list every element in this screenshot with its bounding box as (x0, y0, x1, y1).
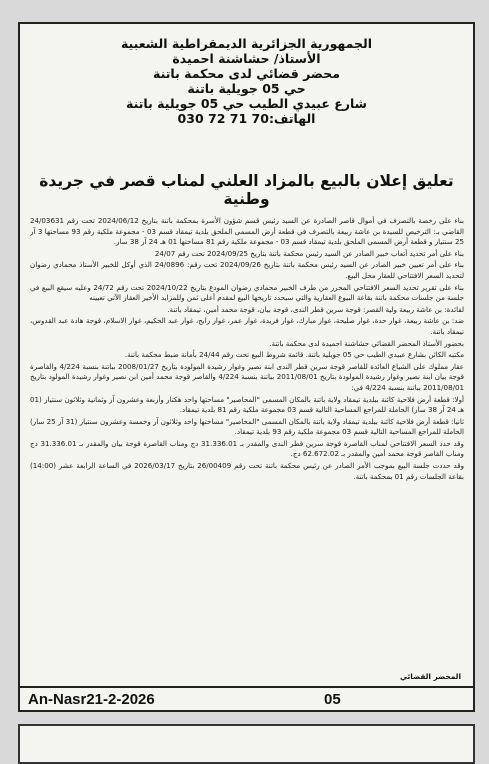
paragraph-beneficiary: لفائدة: بن عاشة ربيعة ولية القصر: قوجة سرين قطر الندى، قوجة بيان، قوجة محمد أمين، تيمقاد باتنة. (167, 304, 464, 314)
page-footer (20, 686, 473, 712)
paragraph-bailiff: بحضور الأستاذ المحضر القضائي حشاشنة احميدة لدى محكمة باتنة. (269, 338, 464, 348)
announcement-body (30, 216, 464, 666)
paragraph-property-shares: عقار مملوك على الشياع العائدة للقاصر قوجة سرين قطر الندى ابنة نصير وغوار رشيدة المولودة بتاريخ 2008/01/27 بباتنة بنسبة 4/224 والقاصرة قوجة بيان ابنة نصير وغوار رشيدة المولودة بتاريخ 2011/08/01 بباتنة بنسبة 4/224 والقاصر قوجة محمد أمين ابن نصير وغوار رشيدة المولود بتاريخ 2011/08/01 بباتنة بنسبة 4/224 في: (30, 361, 464, 392)
bailiff-name: الأستاذ/ حشاشنة احميدة (172, 51, 321, 66)
paragraph-expert-report: بناء على تقرير تحديد السعر الافتتاحي المحرر من طرف الخبير محمادي رضوان المودع بتاريخ 2024/10/22 تحت رقم 24/72 وعليه سيقع البيع في جلسة من جلسات محكمة باتنة بقاعة البيوع العقارية والتي سيحدد تاريخها البيع لمقدم أعلى ثمن وللمزايد الأخير العقار الآتي تعيينه (30, 282, 464, 303)
bailiff-street: شارع عبيدي الطيب حي 05 جويلية باتنة (126, 96, 367, 111)
bailiff-phone: الهاتف:70 71 72 030 (177, 111, 316, 126)
announcement-title: تعليق إعلان بالبيع بالمزاد العلني لمناب قصر في جريدة وطنية (39, 172, 454, 208)
paragraph-session: وقد حددت جلسة البيع بموجب الأمر الصادر عن رئيس محكمة باتنة تحت رقم 26/00409 بتاريخ 2026/03/17 في الساعة الرابعة عشر (14:00) بقاعة الجلسات رقم 01 بمحكمة باتنة. (30, 461, 464, 481)
announcement-page (18, 22, 475, 712)
paragraph-expert-order: بناء على أمر تعيين خبير الصادر عن السيد رئيس محكمة باتنة بتاريخ 2024/09/26 تحت رقم: 24/0896 الذي أوكل للخبير الأستاذ محمادي رضوان لتحديد السعر الافتتاحي للعقار محل البيع. (30, 260, 464, 280)
paragraph-opening-price: وقد حدد السعر الافتتاحي لمناب القاصرة قوجة سرين قطر الندى والمقدر بـ 31.336.01 دج ومناب القاصرة قوجة بيان والمقدر بـ 31.336.01 دج ومناب القاصر قوجة محمد أمين والمقدر بـ 62.672.02 دج. (30, 438, 464, 459)
issue-label: An-Nasr21-2-2026 (28, 691, 155, 708)
paragraph-fees-order: بناء على أمر تحديد أتعاب خبير الصادر عن السيد رئيس محكمة باتنة بتاريخ 2024/09/25 تحت رقم 24/07 (154, 248, 464, 258)
page-number: 05 (324, 691, 341, 708)
paragraph-office: مكتبه الكائن بشارع عبيدي الطيب حي 05 جويلية باتنة. قائمة شروط البيع تحت رقم 24/44 بأمانة ضبط محكمة باتنة. (124, 350, 464, 360)
signature-label: المحضر القضائي (400, 672, 461, 681)
next-announcement-frame (18, 724, 475, 764)
paragraph-license: بناء على رخصة بالتصرف في أموال قاصر الصادرة عن السيد رئيس قسم شؤون الأسرة بمحكمة باتنة بتاريخ 2024/06/12 تحت رقم 24/03631 القاضي بـ: الترخيص للسيدة بن عاشة ربيعة بالتصرف في قطعة أرض المسمى الملحق بلدية تيمقاد قسم 03 - مجموعة ملكية رقم 93 مساحتها 3 آر 25 سنتيار و قطعة أرض المسمى الملحق بلدية تيمقاد قسم 03 - مجموعة ملكية رقم 81 مساحتها 01 هـ 24 آر 38 سار. (30, 216, 464, 247)
bailiff-header (20, 36, 473, 126)
paragraph-parcel-two: ثانيا: قطعة أرض فلاحية كائنة ببلدية تيمقاد ولاية باتنة بالمكان المسمى "المحاصير" مساحتها واحد وثلاثون آر وخمسة وعشرون سنتيار (31 آر 25 سار) الحاملة للمراجع المساحية التالية قسم 03 مجموعة ملكية رقم 93 بلدية تيمقاد. (30, 416, 464, 437)
paragraph-parcel-one: أولا: قطعة أرض فلاحية كائنة ببلدية تيمقاد ولاية باتنة بالمكان المسمى "المحاصير" مساحتها واحد هكتار وأربعة وعشرون آر وثمانية وثلاثون سنتيار (01 هـ 24 آر 38 سار) الحاملة للمراجع المساحية التالية قسم 03 مجموعة ملكية رقم 81 بلدية تيمقاد. (30, 394, 464, 415)
bailiff-court: محضر قضائي لدى محكمة باتنة (153, 66, 340, 81)
paragraph-against: ضد: بن عاشة ربيعة، غوار حدة، غوار صليحة، غوار مبارك، غوار فريدة، غوار عمر، غوار رابح، غوار عبد الحكيم، غوار الاسلام، قوجة هادة عبد القدوس، تيمقاد باتنة. (30, 316, 464, 336)
republic-name: الجمهورية الجزائرية الديمقراطية الشعبية (120, 36, 373, 51)
bailiff-district: حي 05 جويلية باتنة (187, 81, 306, 96)
